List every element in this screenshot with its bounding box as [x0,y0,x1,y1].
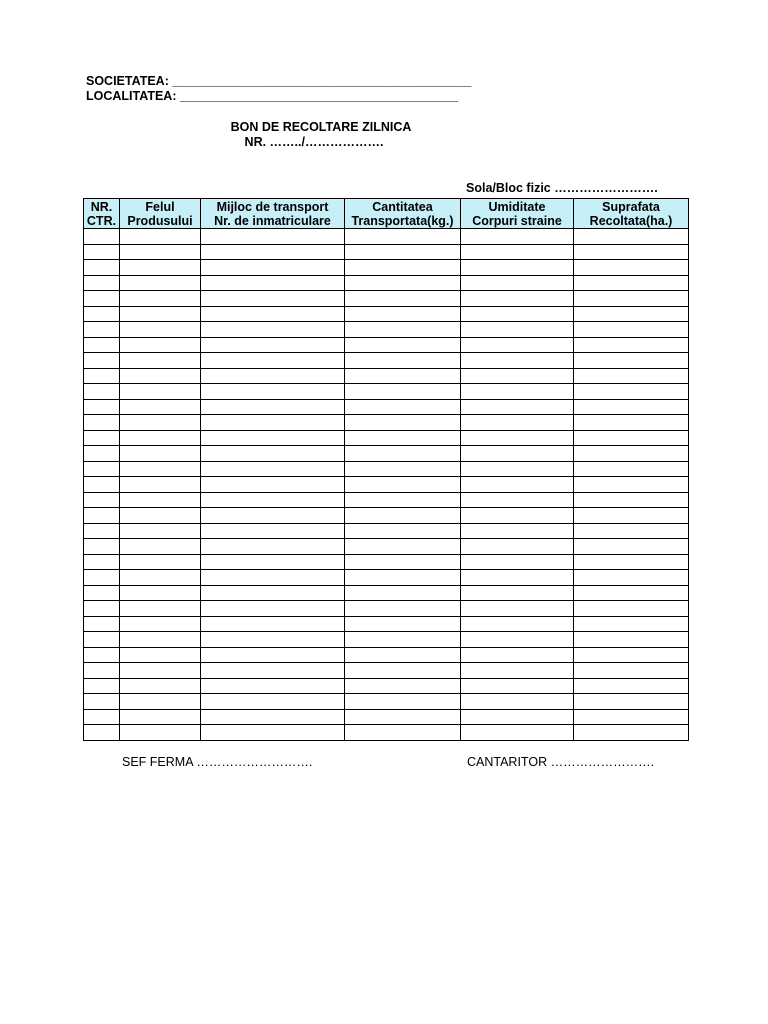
table-cell[interactable] [201,709,345,725]
table-cell[interactable] [461,570,574,586]
table-cell[interactable] [201,353,345,369]
table-cell[interactable] [120,523,201,539]
table-cell[interactable] [84,368,120,384]
table-cell[interactable] [461,446,574,462]
column-header-product: Felul Produsului [120,199,201,229]
table-cell[interactable] [461,322,574,338]
table-cell[interactable] [461,725,574,741]
table-cell[interactable] [345,647,461,663]
table-row [84,244,689,260]
table-cell[interactable] [461,709,574,725]
field-block-label[interactable]: Sola/Bloc fizic ……………………. [466,181,658,195]
table-cell[interactable] [461,368,574,384]
table-cell[interactable] [201,508,345,524]
table-cell[interactable] [84,554,120,570]
table-cell[interactable] [574,275,689,291]
table-cell[interactable] [120,508,201,524]
table-cell[interactable] [345,399,461,415]
table-cell[interactable] [345,229,461,245]
table-cell[interactable] [574,709,689,725]
table-row [84,275,689,291]
table-cell[interactable] [84,229,120,245]
table-cell[interactable] [345,632,461,648]
table-cell[interactable] [120,384,201,400]
table-cell[interactable] [84,244,120,260]
farm-head-signature[interactable]: SEF FERMA ………………………. [122,755,313,769]
table-cell[interactable] [120,477,201,493]
table-cell[interactable] [345,384,461,400]
table-cell[interactable] [120,725,201,741]
table-cell[interactable] [201,415,345,431]
table-cell[interactable] [84,601,120,617]
table-cell[interactable] [201,244,345,260]
table-row [84,291,689,307]
table-cell[interactable] [461,508,574,524]
table-cell[interactable] [461,384,574,400]
table-cell[interactable] [461,616,574,632]
table-cell[interactable] [120,616,201,632]
table-cell[interactable] [461,353,574,369]
table-cell[interactable] [345,539,461,555]
table-cell[interactable] [120,244,201,260]
table-cell[interactable] [120,601,201,617]
table-row [84,430,689,446]
table-cell[interactable] [120,632,201,648]
table-cell[interactable] [461,492,574,508]
table-cell[interactable] [84,399,120,415]
table-cell[interactable] [120,663,201,679]
table-cell[interactable] [461,337,574,353]
table-cell[interactable] [461,477,574,493]
table-cell[interactable] [461,306,574,322]
table-row [84,523,689,539]
table-row [84,337,689,353]
table-cell[interactable] [345,322,461,338]
table-cell[interactable] [201,430,345,446]
table-cell[interactable] [574,725,689,741]
table-cell[interactable] [461,647,574,663]
table-cell[interactable] [574,616,689,632]
table-cell[interactable] [574,539,689,555]
table-cell[interactable] [201,725,345,741]
table-cell[interactable] [574,446,689,462]
table-cell[interactable] [574,322,689,338]
table-cell[interactable] [574,694,689,710]
table-cell[interactable] [574,353,689,369]
table-cell[interactable] [120,694,201,710]
table-cell[interactable] [574,678,689,694]
table-row [84,709,689,725]
table-cell[interactable] [345,446,461,462]
table-row [84,415,689,431]
table-cell[interactable] [120,678,201,694]
table-cell[interactable] [574,647,689,663]
table-row [84,368,689,384]
table-cell[interactable] [84,477,120,493]
table-row [84,492,689,508]
table-cell[interactable] [461,523,574,539]
table-cell[interactable] [84,570,120,586]
table-cell[interactable] [201,399,345,415]
table-cell[interactable] [201,539,345,555]
table-cell[interactable] [201,461,345,477]
table-cell[interactable] [120,709,201,725]
table-cell[interactable] [345,492,461,508]
table-cell[interactable] [461,260,574,276]
table-cell[interactable] [574,291,689,307]
table-cell[interactable] [84,616,120,632]
table-cell[interactable] [201,632,345,648]
table-row [84,461,689,477]
table-cell[interactable] [201,663,345,679]
table-cell[interactable] [120,368,201,384]
table-cell[interactable] [461,632,574,648]
table-cell[interactable] [461,585,574,601]
table-cell[interactable] [574,601,689,617]
table-row [84,601,689,617]
table-cell[interactable] [201,554,345,570]
table-cell[interactable] [201,446,345,462]
table-cell[interactable] [84,306,120,322]
harvest-table [83,198,689,741]
table-cell[interactable] [345,570,461,586]
table-cell[interactable] [120,585,201,601]
table-cell[interactable] [201,570,345,586]
table-cell[interactable] [201,322,345,338]
table-cell[interactable] [201,306,345,322]
table-cell[interactable] [84,353,120,369]
table-cell[interactable] [574,430,689,446]
table-cell[interactable] [461,291,574,307]
table-cell[interactable] [574,384,689,400]
table-cell[interactable] [201,368,345,384]
table-cell[interactable] [345,678,461,694]
table-cell[interactable] [345,306,461,322]
table-cell[interactable] [461,430,574,446]
table-cell[interactable] [345,663,461,679]
table-row [84,616,689,632]
table-cell[interactable] [120,647,201,663]
table-cell[interactable] [120,260,201,276]
table-cell[interactable] [84,384,120,400]
company-field[interactable]: SOCIETATEA: ___________________________________________ [86,74,472,88]
table-cell[interactable] [574,399,689,415]
table-cell[interactable] [120,337,201,353]
table-cell[interactable] [345,337,461,353]
table-cell[interactable] [84,523,120,539]
table-row [84,632,689,648]
table-cell[interactable] [84,647,120,663]
table-cell[interactable] [201,229,345,245]
table-cell[interactable] [84,415,120,431]
table-cell[interactable] [574,229,689,245]
table-row [84,725,689,741]
table-cell[interactable] [345,477,461,493]
table-cell[interactable] [84,461,120,477]
table-row [84,554,689,570]
table-cell[interactable] [120,461,201,477]
table-row [84,399,689,415]
table-cell[interactable] [345,260,461,276]
table-cell[interactable] [84,663,120,679]
table-cell[interactable] [120,539,201,555]
table-cell[interactable] [201,678,345,694]
table-row [84,260,689,276]
table-cell[interactable] [461,663,574,679]
table-cell[interactable] [345,461,461,477]
table-cell[interactable] [574,260,689,276]
table-cell[interactable] [120,399,201,415]
table-row [84,663,689,679]
table-cell[interactable] [201,275,345,291]
table-cell[interactable] [84,260,120,276]
table-cell[interactable] [574,663,689,679]
table-cell[interactable] [84,694,120,710]
table-cell[interactable] [84,291,120,307]
table-cell[interactable] [574,492,689,508]
table-cell[interactable] [345,415,461,431]
table-cell[interactable] [574,306,689,322]
table-cell[interactable] [574,461,689,477]
table-cell[interactable] [120,275,201,291]
table-cell[interactable] [120,446,201,462]
table-cell[interactable] [345,508,461,524]
table-cell[interactable] [201,492,345,508]
table-row [84,353,689,369]
table-cell[interactable] [345,353,461,369]
table-cell[interactable] [345,430,461,446]
table-cell[interactable] [461,461,574,477]
table-cell[interactable] [345,368,461,384]
table-cell[interactable] [461,399,574,415]
table-cell[interactable] [345,694,461,710]
table-cell[interactable] [461,539,574,555]
table-cell[interactable] [345,275,461,291]
table-row [84,306,689,322]
table-cell[interactable] [461,229,574,245]
table-cell[interactable] [345,601,461,617]
table-cell[interactable] [574,337,689,353]
table-row [84,229,689,245]
document-title: BON DE RECOLTARE ZILNICA [230,120,412,134]
table-cell[interactable] [461,415,574,431]
table-row [84,647,689,663]
table-cell[interactable] [84,337,120,353]
table-cell[interactable] [574,523,689,539]
table-cell[interactable] [201,291,345,307]
table-row [84,322,689,338]
table-row [84,585,689,601]
table-cell[interactable] [201,384,345,400]
table-cell[interactable] [201,647,345,663]
table-cell[interactable] [345,554,461,570]
table-cell[interactable] [574,244,689,260]
table-cell[interactable] [84,709,120,725]
table-cell[interactable] [120,229,201,245]
table-cell[interactable] [84,492,120,508]
table-cell[interactable] [345,291,461,307]
table-cell[interactable] [574,508,689,524]
table-cell[interactable] [345,725,461,741]
table-cell[interactable] [345,244,461,260]
table-header-row [84,199,689,229]
column-header-moisture: Umiditate Corpuri straine [461,199,574,229]
table-row [84,678,689,694]
table-cell[interactable] [574,554,689,570]
table-cell[interactable] [84,678,120,694]
table-cell[interactable] [574,585,689,601]
table-cell[interactable] [120,291,201,307]
table-cell[interactable] [84,508,120,524]
table-cell[interactable] [574,632,689,648]
table-cell[interactable] [461,678,574,694]
table-cell[interactable] [84,539,120,555]
table-cell[interactable] [120,492,201,508]
table-cell[interactable] [201,616,345,632]
table-cell[interactable] [201,694,345,710]
column-header-area: Suprafata Recoltata(ha.) [574,199,689,229]
table-cell[interactable] [84,446,120,462]
table-cell[interactable] [461,694,574,710]
table-cell[interactable] [345,616,461,632]
table-cell[interactable] [461,275,574,291]
table-cell[interactable] [120,306,201,322]
table-cell[interactable] [120,570,201,586]
table-cell[interactable] [345,585,461,601]
table-cell[interactable] [84,275,120,291]
table-cell[interactable] [84,430,120,446]
table-cell[interactable] [201,523,345,539]
table-cell[interactable] [201,585,345,601]
table-cell[interactable] [120,554,201,570]
table-cell[interactable] [201,337,345,353]
column-header-quantity: Cantitatea Transportata(kg.) [345,199,461,229]
locality-field[interactable]: LOCALITATEA: ________________________________________ [86,89,459,103]
column-header-nr-ctr: NR. CTR. [84,199,120,229]
table-cell[interactable] [461,554,574,570]
table-cell[interactable] [574,368,689,384]
table-cell[interactable] [461,601,574,617]
table-cell[interactable] [120,430,201,446]
table-row [84,384,689,400]
table-cell[interactable] [345,709,461,725]
table-cell[interactable] [201,601,345,617]
table-cell[interactable] [345,523,461,539]
table-cell[interactable] [84,585,120,601]
table-row [84,508,689,524]
document-number-field[interactable]: NR. ……../………………. [244,135,384,149]
table-cell[interactable] [574,570,689,586]
table-row [84,694,689,710]
table-cell[interactable] [201,477,345,493]
table-cell[interactable] [574,415,689,431]
table-cell[interactable] [84,632,120,648]
table-cell[interactable] [120,353,201,369]
table-row [84,477,689,493]
table-row [84,570,689,586]
table-cell[interactable] [84,322,120,338]
table-cell[interactable] [201,260,345,276]
column-header-transport: Mijloc de transport Nr. de inmatriculare [201,199,345,229]
table-row [84,539,689,555]
table-cell[interactable] [574,477,689,493]
table-cell[interactable] [461,244,574,260]
weigher-signature[interactable]: CANTARITOR ……………………. [467,755,655,769]
table-cell[interactable] [120,322,201,338]
table-cell[interactable] [84,725,120,741]
table-cell[interactable] [120,415,201,431]
table-row [84,446,689,462]
